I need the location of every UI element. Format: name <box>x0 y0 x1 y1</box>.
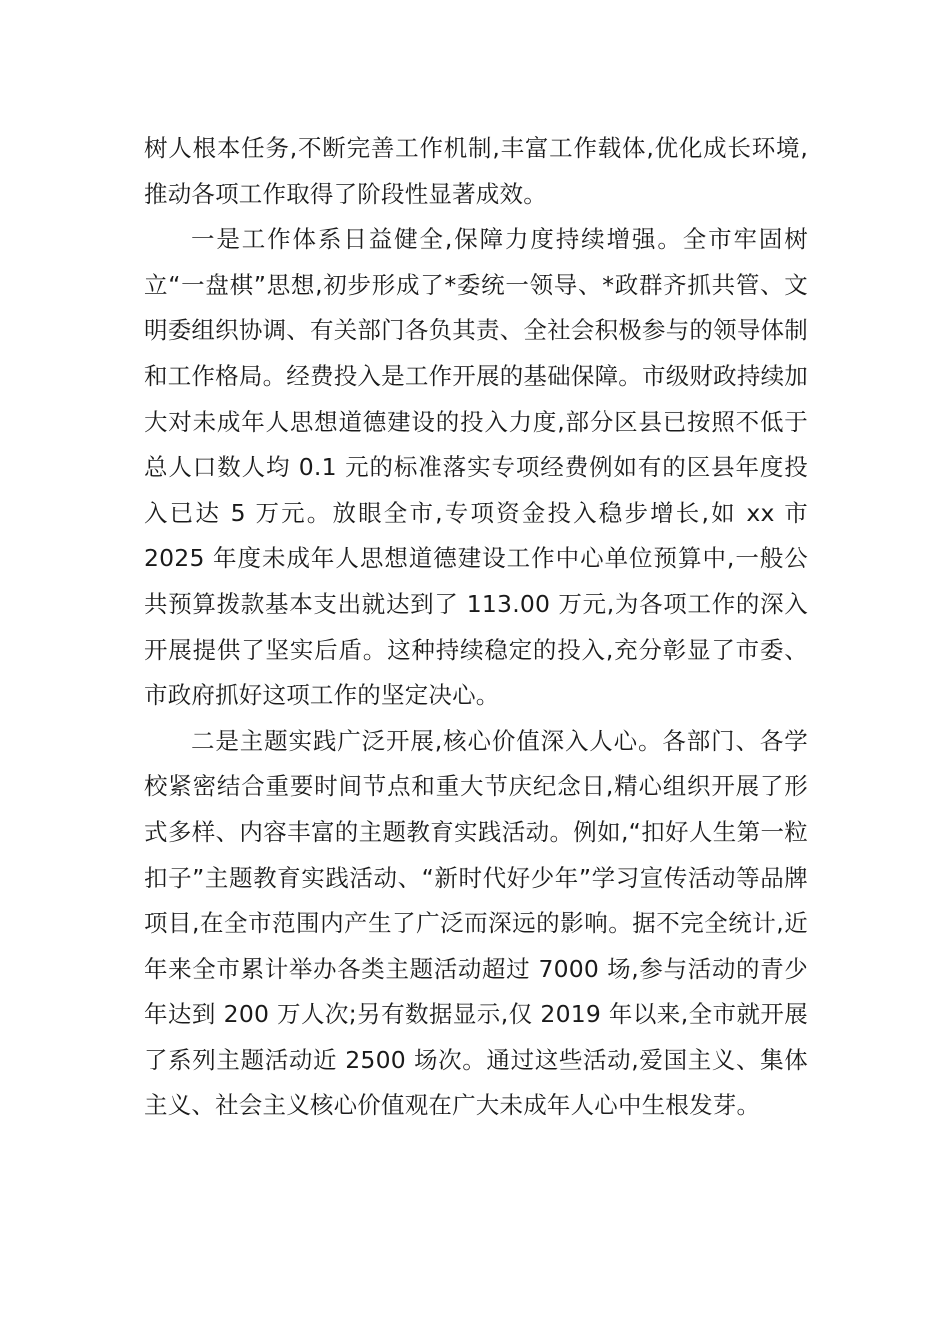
paragraph-work-system: 一是工作体系日益健全,保障力度持续增强。全市牢固树立“一盘棋”思想,初步形成了*委统一领导、*政群齐抓共管、文明委组织协调、有关部门各负其责、全社会积极参与的领导体制和工作格局。经费投入是工作开展的基础保障。市级财政持续加大对未成年人思想道德建设的投入力度,部分区县已按照不低于总人口数人均 0.1 元的标准落实专项经费例如有的区县年度投入已达 5 万元。放眼全市,专项资金投入稳步增长,如 xx 市 2025 年度未成年人思想道德建设工作中心单位预算中,一般公共预算拨款基本支出就达到了 113.00 万元,为各项工作的深入开展提供了坚实后盾。这种持续稳定的投入,充分彰显了市委、市政府抓好这项工作的坚定决心。 <box>144 225 808 710</box>
paragraph-theme-practice: 二是主题实践广泛开展,核心价值深入人心。各部门、各学校紧密结合重要时间节点和重大节庆纪念日,精心组织开展了形式多样、内容丰富的主题教育实践活动。例如,“扣好人生第一粒扣子”主题教育实践活动、“新时代好少年”学习宣传活动等品牌项目,在全市范围内产生了广泛而深远的影响。据不完全统计,近年来全市累计举办各类主题活动超过 7000 场,参与活动的青少年达到 200 万人次;另有数据显示,仅 2019 年以来,全市就开展了系列主题活动近 2500 场次。通过这些活动,爱国主义、集体主义、社会主义核心价值观在广大未成年人心中生根发芽。 <box>144 726 808 1120</box>
document-body <box>144 126 808 1129</box>
paragraph-intro-continuation: 树人根本任务,不断完善工作机制,丰富工作载体,优化成长环境,推动各项工作取得了阶段性显著成效。 <box>144 134 808 208</box>
